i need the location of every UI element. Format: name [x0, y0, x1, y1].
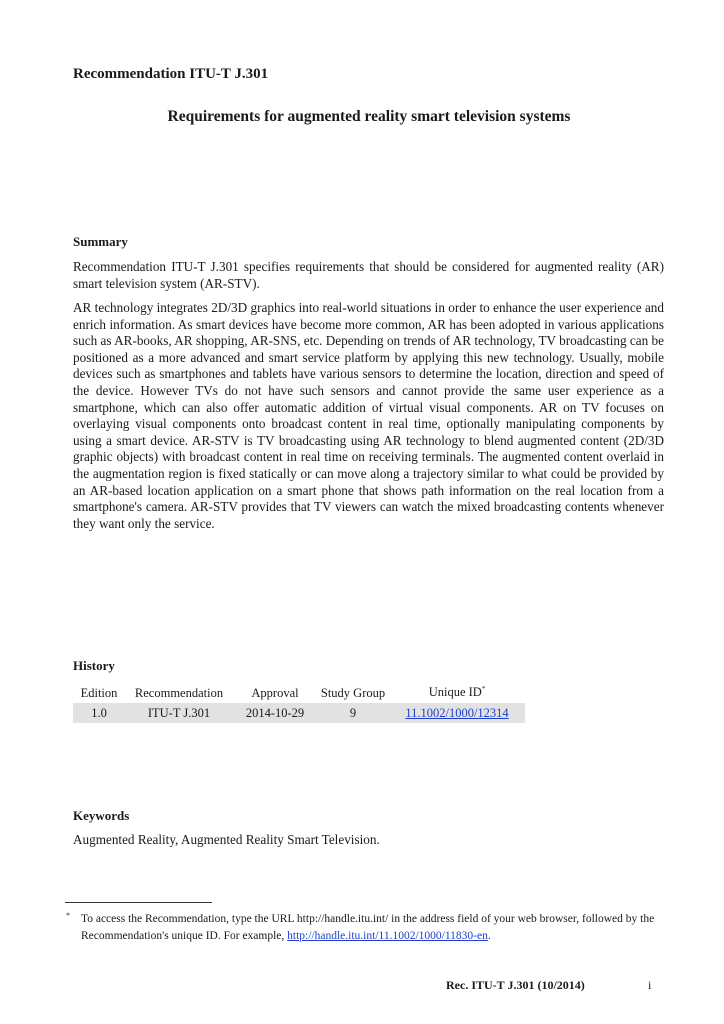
footnote-example-link[interactable]: http://handle.itu.int/11.1002/1000/11830-en — [287, 929, 488, 942]
footnote-divider — [65, 902, 212, 903]
keywords-heading: Keywords — [73, 808, 130, 823]
summary-heading: Summary — [73, 234, 128, 249]
history-table — [73, 683, 525, 723]
summary-paragraph-1: Recommendation ITU-T J.301 specifies requirements that should be considered for augmented reality (AR) smart television system (AR-STV). — [73, 259, 664, 291]
footnote-text-before: To access the Recommendation, type the URL http://handle.itu.int/ in the address field of your web browser, followed by the Recommendation's unique ID. For example, — [81, 913, 655, 942]
cell-approval: 2014-10-29 — [233, 703, 317, 723]
unique-id-link[interactable]: 11.1002/1000/12314 — [405, 705, 509, 720]
cell-unique-id — [389, 703, 525, 723]
recommendation-title: Recommendation ITU-T J.301 — [73, 66, 269, 82]
footnote-text — [81, 911, 661, 944]
unique-id-footnote-mark: * — [481, 685, 486, 694]
col-study-group: Study Group — [320, 685, 386, 700]
footnote-text-after: . — [487, 929, 491, 942]
keywords-text: Augmented Reality, Augmented Reality Smart Television. — [73, 832, 380, 847]
cell-recommendation: ITU-T J.301 — [125, 703, 233, 723]
col-recommendation: Recommendation — [134, 685, 224, 700]
col-edition: Edition — [80, 685, 118, 700]
history-heading: History — [73, 658, 115, 673]
col-unique-id — [389, 683, 525, 703]
table-row — [73, 703, 525, 723]
document-title: Requirements for augmented reality smart television systems — [167, 108, 571, 125]
footer-reference: Rec. ITU-T J.301 (10/2014) — [446, 978, 585, 992]
cell-study-group: 9 — [317, 703, 389, 723]
summary-paragraph-2: AR technology integrates 2D/3D graphics into real-world situations in order to enhance the user experience and enrich information. As smart devices have become more common, AR has been adopted in various applications such as AR-books, AR shopping, AR-SNS, etc. Depending on trends of AR technology, TV broadcasting can be positioned as a more advanced and smart service platform by applying this new technology. Usually, mobile devices such as smartphones and tablets have various sensors to determine the location, direction and speed of the device. However TVs do not have such sensors and cannot provide the same user experience as a smartphone, which can also offer automatic addition of virtual visual components. AR on TV focuses on overlaying visual components onto broadcast content in real time, optionally manipulating components by using a smart device. AR-STV is TV broadcasting using AR technology to blend augmented content (2D/3D graphic objects) with broadcast content in real time on receiving terminals. The augmented content overlaid in the augmentation region is fixed statically or can move along a trajectory similar to what could be provided by an AR-based location application on a smart phone that shows path information on the real location from a smartphone's camera. AR-STV provides that TV viewers can watch the mixed broadcasting contents whenever they want only the service. — [73, 300, 664, 531]
history-header-row — [73, 683, 525, 703]
page-number: i — [648, 978, 652, 992]
col-unique-id-label: Unique ID — [428, 685, 482, 700]
footnote-mark: * — [66, 911, 70, 920]
col-approval: Approval — [251, 685, 299, 700]
cell-edition: 1.0 — [73, 703, 125, 723]
